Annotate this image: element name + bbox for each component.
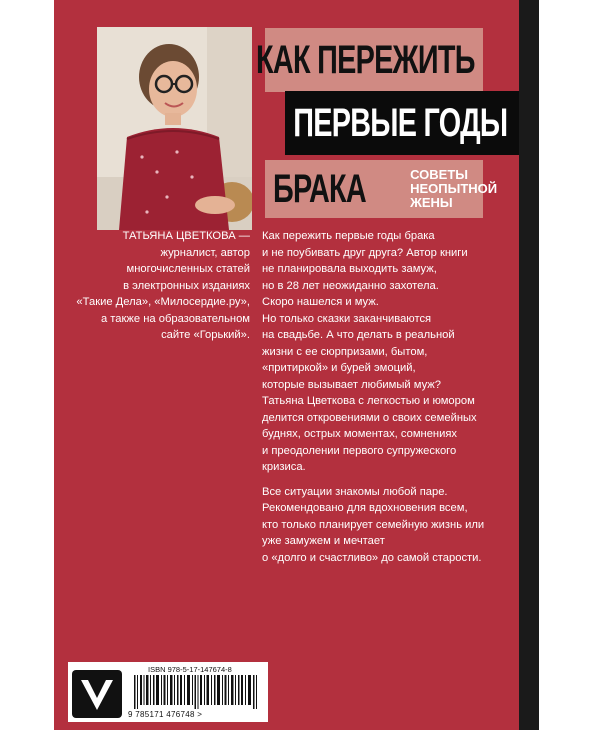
blurb-line: буднях, острых моментах, сомнениях: [262, 428, 458, 440]
book-spine-edge: [519, 0, 539, 730]
blurb-paragraph-1: [262, 228, 512, 476]
isbn-digits: 9 785171 476748 >: [128, 710, 203, 719]
barcode-bars: [134, 675, 259, 709]
blurb-line: кто только планирует семейную жизнь или: [262, 518, 485, 531]
isbn-label: ISBN 978-5-17-147674-8: [148, 665, 232, 674]
blurb-paragraph-2: [262, 484, 512, 567]
blurb-line: Татьяна Цветкова с легкостью и юмором: [262, 395, 475, 407]
author-bio-line: «Такие Дела», «Милосердие.ру»,: [76, 296, 250, 308]
blurb-line: не планировала выходить замуж,: [262, 263, 437, 275]
blurb-line: Скоро нашелся и муж.: [262, 296, 379, 308]
title-line-1: [256, 28, 483, 92]
author-bio-line: в электронных изданиях: [123, 279, 250, 292]
blurb-line: о «долго и счастливо» до самой старости.: [262, 551, 482, 564]
title-line-2: [285, 91, 519, 155]
author-photo: [97, 27, 252, 230]
barcode-panel: [68, 662, 268, 722]
title-line-3: [265, 160, 498, 218]
author-bio: [60, 228, 250, 344]
blurb-line: «притиркой» и бурей эмоций,: [262, 362, 416, 374]
author-bio-line: многочисленных статей: [126, 263, 250, 275]
author-bio-line: ТАТЬЯНА ЦВЕТКОВА —: [122, 230, 250, 242]
blurb-line: кризиса.: [262, 461, 306, 473]
blurb-line: делится откровениями о своих семейных: [262, 411, 477, 424]
blurb-line: и не поубивать друг друга? Автор книги: [262, 246, 468, 259]
blurb-line: Все ситуации знакомы любой паре.: [262, 485, 448, 498]
book-blurb: [262, 228, 512, 566]
title-line-2-text: ПЕРВЫЕ ГОДЫ: [292, 100, 507, 145]
blurb-line: Как пережить первые годы брака: [262, 230, 435, 242]
author-bio-line: а также на образовательном: [100, 312, 250, 325]
blurb-line: которые вызывает любимый муж?: [262, 378, 441, 391]
publisher-v-logo-icon: [72, 670, 122, 718]
title-line-3-text: БРАКА: [273, 166, 366, 211]
author-bio-line: сайте «Горький».: [161, 329, 250, 341]
blurb-line: Но только сказки заканчиваются: [262, 312, 432, 325]
title-line-1-text: КАК ПЕРЕЖИТЬ: [256, 37, 475, 82]
subtitle: СОВЕТЫ НЕОПЫТНОЙ ЖЕНЫ: [410, 167, 498, 210]
blurb-line: на свадьбе. А что делать в реальной: [262, 329, 455, 341]
blurb-line: жизни с ее сюрпризами, бытом,: [262, 345, 428, 358]
blurb-line: но в 28 лет неожиданно захотела.: [262, 279, 439, 292]
blurb-line: уже замужем и мечтает: [262, 535, 385, 547]
blurb-line: Рекомендовано для вдохновения всем,: [262, 502, 468, 514]
author-bio-line: журналист, автор: [160, 246, 250, 259]
blurb-line: и преодолении первого супружеского: [262, 444, 457, 457]
